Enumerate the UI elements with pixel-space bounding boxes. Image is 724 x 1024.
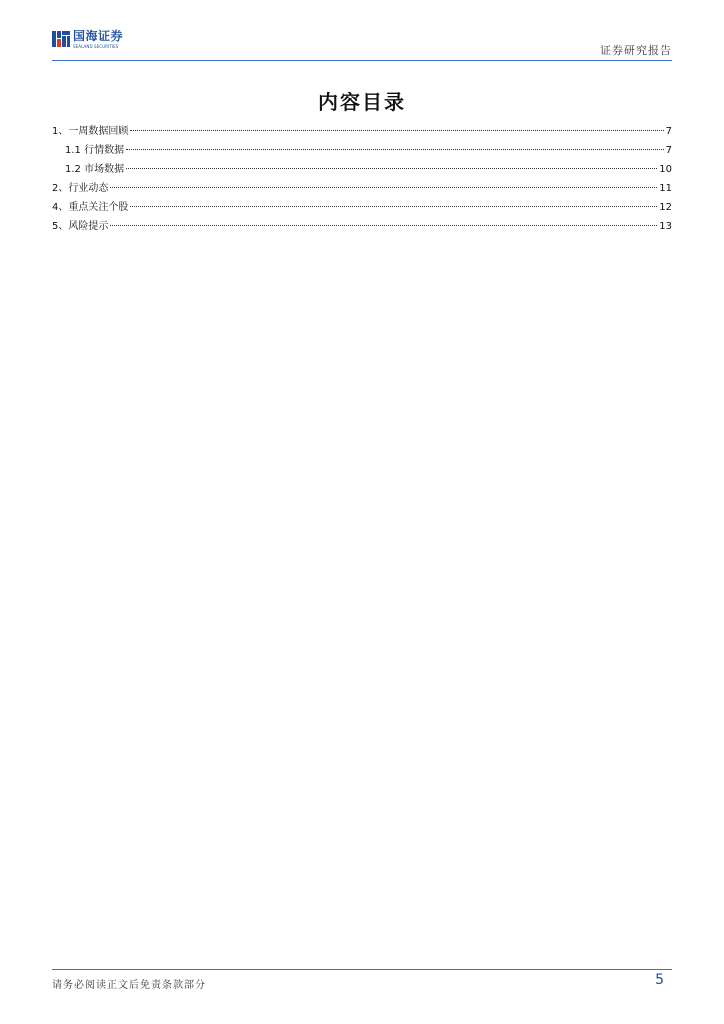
toc-title: 内容目录 xyxy=(318,90,406,114)
toc-leader-dots xyxy=(126,149,664,150)
table-of-contents xyxy=(52,122,672,236)
toc-entry-page: 10 xyxy=(659,164,672,175)
toc-entry[interactable] xyxy=(52,122,672,141)
toc-leader-dots xyxy=(126,168,657,169)
header-divider xyxy=(52,60,672,61)
toc-entry-page: 7 xyxy=(665,126,672,137)
toc-entry[interactable] xyxy=(52,198,672,217)
toc-entry-page: 12 xyxy=(659,202,672,213)
toc-leader-dots xyxy=(130,130,663,131)
toc-subentry[interactable] xyxy=(52,141,672,160)
footer-disclaimer: 请务必阅读正文后免责条款部分 xyxy=(52,980,206,991)
toc-leader-dots xyxy=(110,187,657,188)
logo-english-name: SEALAND SECURITIES xyxy=(73,44,119,49)
company-logo xyxy=(52,30,123,50)
toc-entry-page: 7 xyxy=(665,145,672,156)
toc-entry-label: 1.2 市场数据 xyxy=(65,164,125,175)
page-header xyxy=(52,28,672,60)
footer-divider xyxy=(52,969,672,970)
report-type-label: 证券研究报告 xyxy=(600,44,672,57)
toc-leader-dots xyxy=(130,206,657,207)
page-number: 5 xyxy=(655,972,664,988)
toc-entry-page: 13 xyxy=(659,221,672,232)
toc-entry-page: 11 xyxy=(659,183,672,194)
toc-entry-label: 4、重点关注个股 xyxy=(52,202,129,213)
toc-entry-label: 1、一周数据回顾 xyxy=(52,126,129,137)
sealand-logo-icon xyxy=(52,30,70,48)
toc-entry[interactable] xyxy=(52,179,672,198)
toc-entry[interactable] xyxy=(52,217,672,236)
toc-entry-label: 2、行业动态 xyxy=(52,183,109,194)
toc-subentry[interactable] xyxy=(52,160,672,179)
toc-leader-dots xyxy=(110,225,657,226)
logo-chinese-name: 国海证券 xyxy=(73,29,124,43)
toc-entry-label: 1.1 行情数据 xyxy=(65,145,125,156)
toc-entry-label: 5、风险提示 xyxy=(52,221,109,232)
